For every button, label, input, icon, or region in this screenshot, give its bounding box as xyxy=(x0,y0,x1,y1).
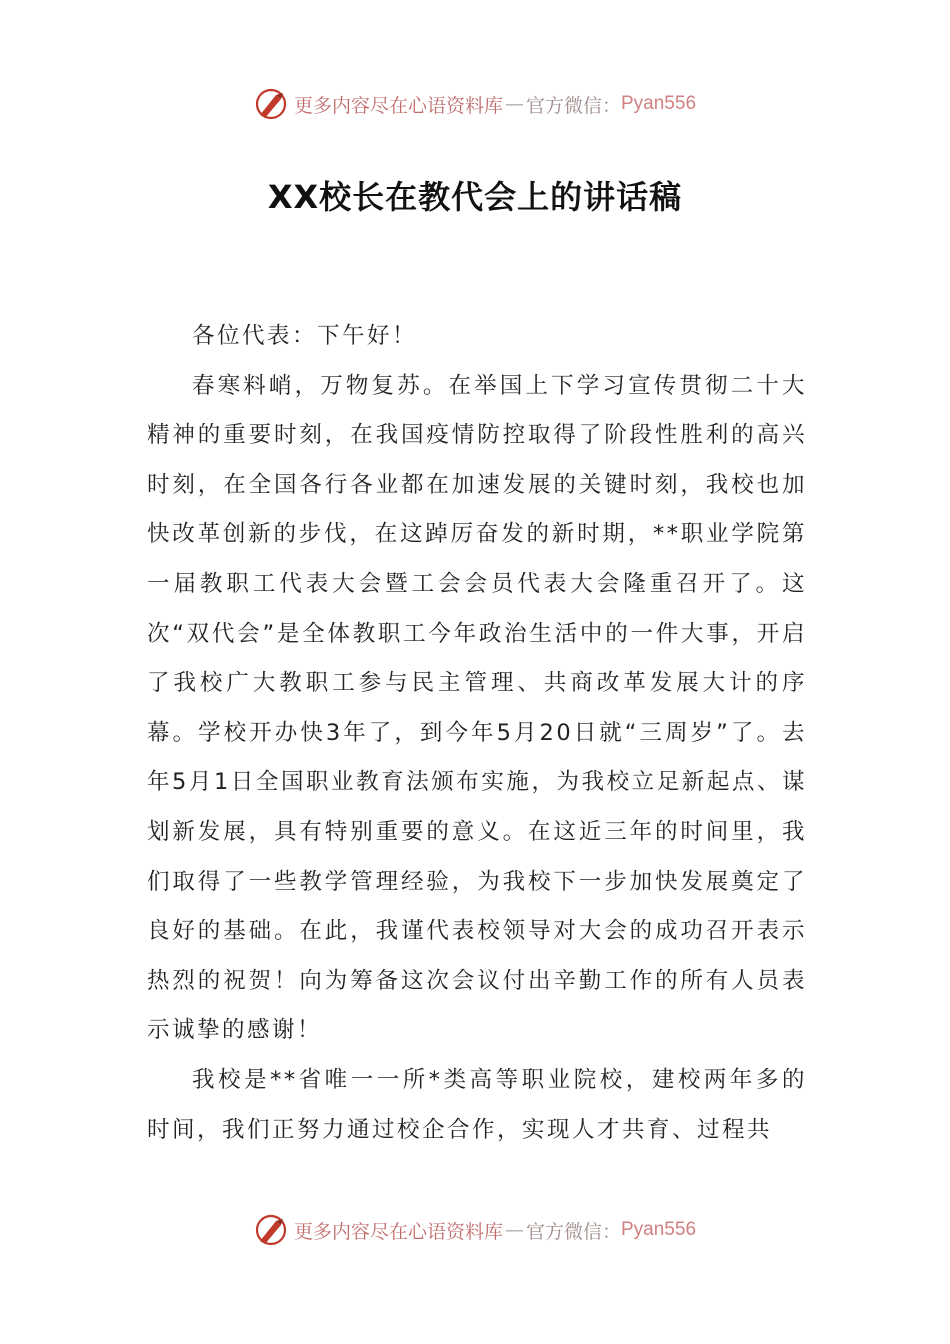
banner-wechat-id: Pyan556 xyxy=(621,93,697,114)
document-body xyxy=(147,312,807,1155)
banner-wechat-label: 官方微信： xyxy=(525,94,621,117)
banner-wechat-label: 官方微信： xyxy=(525,1220,621,1243)
banner-wechat-id: Pyan556 xyxy=(621,1219,697,1240)
document-title: XX校长在教代会上的讲话稿 xyxy=(267,178,683,216)
paragraph-greeting: 各位代表：下午好！ xyxy=(192,323,418,349)
footer-watermark-banner xyxy=(0,1210,950,1250)
header-watermark-banner xyxy=(0,84,950,124)
paragraph-opening: 春寒料峭，万物复苏。在举国上下学习宣传贯彻二十大精神的重要时刻，在我国疫情防控取得了阶段性胜利的高兴时刻，在全国各行各业都在加速发展的关键时刻，我校也加快改革创新的步伐，在这踔厉奋发的新时期，**职业学院第一届教职工代表大会暨工会会员代表大会隆重召开了。这次“双代会”是全体教职工今年政治生活中的一件大事，开启了我校广大教职工参与民主管理、共商改革发展大计的序幕。学校开办快3年了，到今年5月20日就“三周岁”了。去年5月1日全国职业教育法颁布实施，为我校立足新起点、谋划新发展，具有特别重要的意义。在这近三年的时间里，我们取得了一些教学管理经验，为我校下一步加快发展奠定了良好的基础。在此，我谨代表校领导对大会的成功召开表示热烈的祝贺！向为筹备这次会议付出辛勤工作的所有人员表示诚挚的感谢！ xyxy=(147,372,807,1044)
pen-logo-icon xyxy=(254,87,288,121)
pen-logo-icon xyxy=(254,1213,288,1247)
banner-text: 更多内容尽在心语资料库 xyxy=(293,1220,503,1243)
paragraph-school-intro: 我校是**省唯一一所*类高等职业院校，建校两年多的时间，我们正努力通过校企合作，实现人才共育、过程共 xyxy=(147,1066,807,1143)
banner-dash: — xyxy=(504,1219,524,1241)
banner-text: 更多内容尽在心语资料库 xyxy=(293,94,503,117)
banner-dash: — xyxy=(504,93,524,115)
